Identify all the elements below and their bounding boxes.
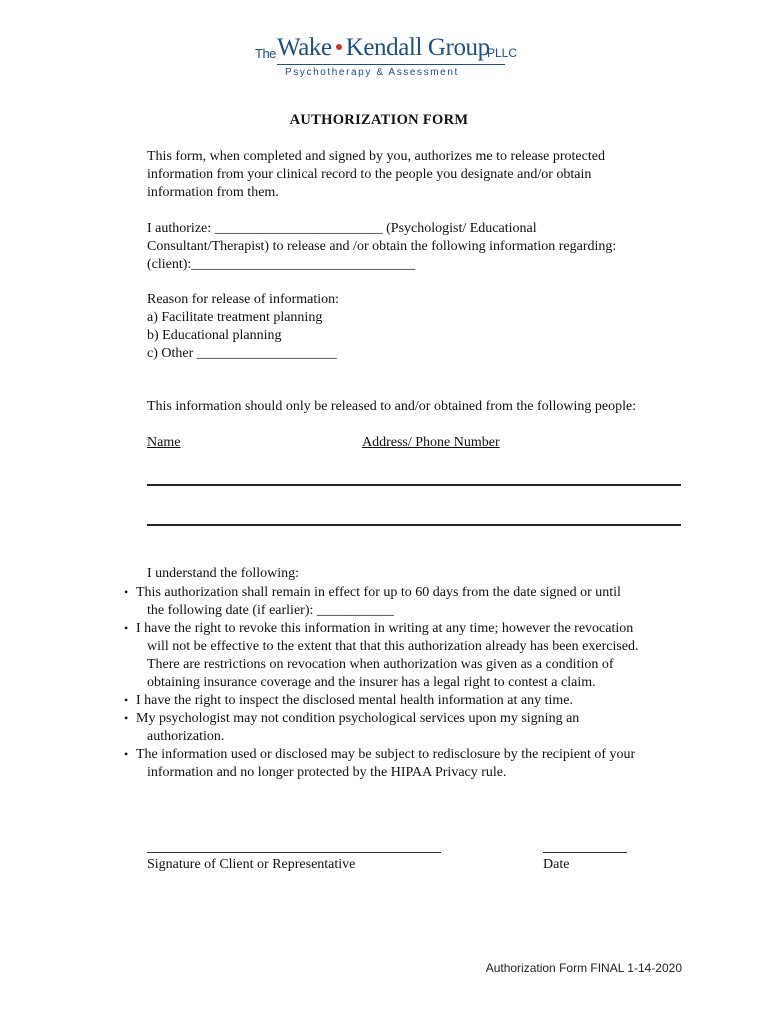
intro-line-2: information from your clinical record to the people you designate and/or obtain	[147, 167, 592, 182]
logo-rule	[277, 64, 505, 65]
logo-wake: Wake	[277, 34, 332, 61]
date-line[interactable]	[543, 852, 627, 853]
bullet-icon: •	[124, 711, 129, 725]
bullet-1-line-2[interactable]: the following date (if earlier): ___________	[147, 603, 394, 618]
intro-line-3: information from them.	[147, 185, 279, 200]
logo-tagline: Psychotherapy & Assessment	[285, 67, 459, 78]
bullet-4-line-1: My psychologist may not condition psychological services upon my signing an	[136, 711, 580, 726]
authorize-line-1[interactable]: I authorize: ________________________ (Psychologist/ Educational	[147, 221, 537, 236]
date-label: Date	[543, 857, 570, 872]
client-field[interactable]: (client):________________________________	[147, 257, 416, 272]
people-entry-line-1[interactable]	[147, 484, 681, 486]
reason-option-b[interactable]: b) Educational planning	[147, 328, 282, 343]
bullet-2-line-1: I have the right to revoke this information in writing at any time; however the revocation	[136, 621, 634, 636]
logo-the: The	[255, 46, 276, 61]
bullet-2-line-3: There are restrictions on revocation when authorization was given as a condition of	[147, 657, 614, 672]
logo-dot-icon	[336, 44, 342, 50]
reason-option-c[interactable]: c) Other ____________________	[147, 346, 337, 361]
bullet-5-line-2: information and no longer protected by the HIPAA Privacy rule.	[147, 765, 507, 780]
reason-option-a[interactable]: a) Facilitate treatment planning	[147, 310, 323, 325]
logo-pllc: PLLC	[487, 46, 518, 60]
people-entry-line-2[interactable]	[147, 524, 681, 526]
bullet-3-line-1: I have the right to inspect the disclosed mental health information at any time.	[136, 693, 573, 708]
page-footer: Authorization Form FINAL 1-14-2020	[485, 961, 682, 975]
form-title: AUTHORIZATION FORM	[289, 112, 469, 128]
signature-label: Signature of Client or Representative	[147, 857, 356, 872]
bullet-icon: •	[124, 585, 129, 599]
bullet-icon: •	[124, 621, 129, 635]
authorize-line-2: Consultant/Therapist) to release and /or obtain the following information regarding:	[147, 239, 617, 254]
reason-heading: Reason for release of information:	[147, 292, 340, 307]
company-logo	[255, 36, 525, 84]
bullet-icon: •	[124, 747, 129, 761]
bullet-2-line-4: obtaining insurance coverage and the insurer has a legal right to contest a claim.	[147, 675, 596, 690]
people-statement: This information should only be released to and/or obtained from the following people:	[147, 399, 637, 414]
bullet-1-line-1: This authorization shall remain in effect for up to 60 days from the date signed or until	[136, 585, 621, 600]
bullet-2-line-2: will not be effective to the extent that that this authorization already has been exercised.	[147, 639, 639, 654]
logo-wordmark	[277, 34, 490, 62]
address-column-header: Address/ Phone Number	[362, 435, 500, 450]
bullet-4-line-2: authorization.	[147, 729, 225, 744]
bullet-icon: •	[124, 693, 129, 707]
understand-heading: I understand the following:	[147, 566, 300, 581]
signature-line[interactable]	[147, 852, 441, 853]
bullet-5-line-1: The information used or disclosed may be subject to redisclosure by the recipient of your	[136, 747, 636, 762]
name-column-header: Name	[147, 435, 181, 450]
logo-kendall-group: Kendall Group	[345, 34, 490, 61]
intro-line-1: This form, when completed and signed by you, authorizes me to release protected	[147, 149, 605, 164]
